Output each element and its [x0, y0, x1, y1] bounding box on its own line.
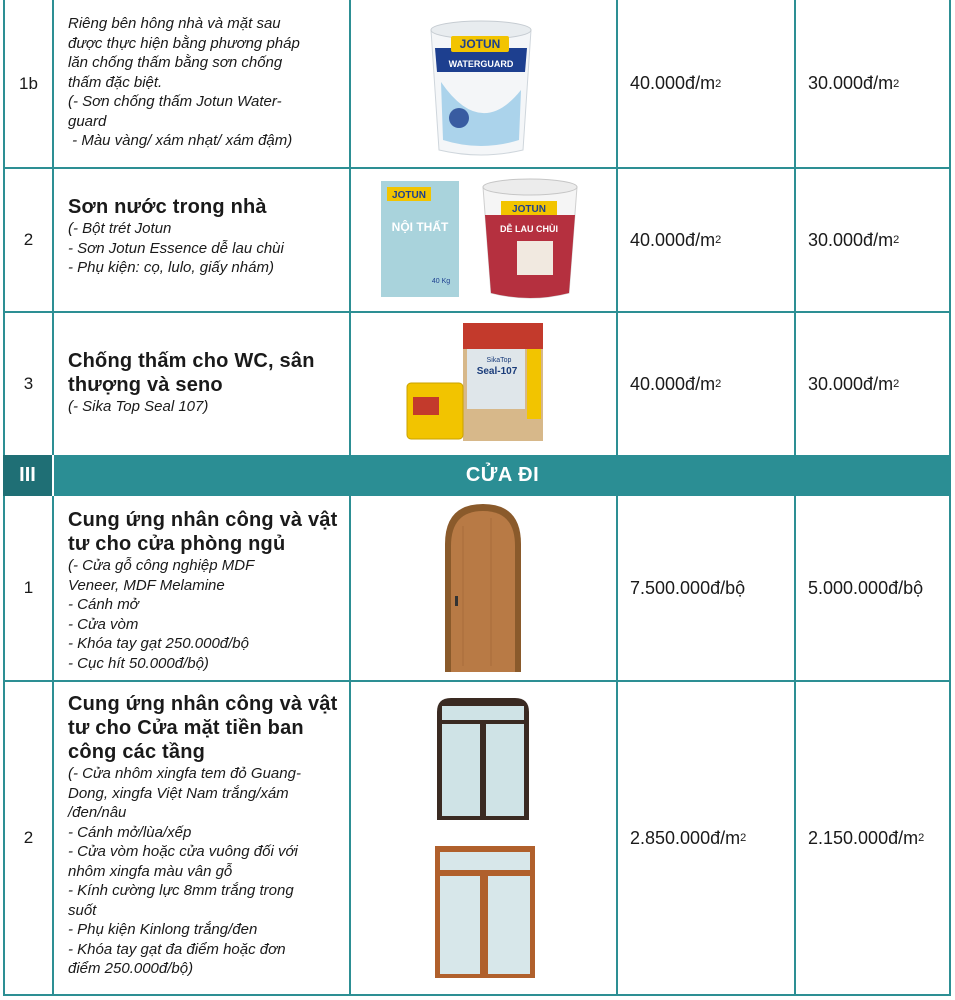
price-labor: 30.000đ/m 2: [796, 0, 951, 167]
product-image-waterguard: [351, 0, 618, 167]
section-number: III: [3, 455, 54, 496]
table-row: [3, 496, 951, 682]
bag-brand: JOTUN: [392, 190, 426, 201]
section-title: CỬA ĐI: [465, 464, 540, 486]
row-description: Sơn nước trong nhà (- Bột trét Jotun - Sơn Jotun Essence dễ lau chùi - Phụ kiện: cọ, lulo, giấy nhám): [54, 169, 351, 311]
aluminum-doors-image: [351, 682, 618, 996]
price-labor-materials: 2.850.000đ/m 2: [618, 682, 796, 994]
table-row: [3, 169, 951, 313]
paint-products-image: [351, 169, 618, 313]
paint-bucket-image: [351, 0, 618, 169]
bag-weight: 40 Kg: [431, 278, 451, 285]
brand-label: JOTUN: [459, 37, 501, 51]
product-image-interior-paint: [351, 169, 618, 311]
product-image-aluminum-doors: [351, 682, 618, 994]
price-labor-materials: 7.500.000đ/bộ: [618, 496, 796, 680]
bucket-brand: JOTUN: [512, 204, 546, 215]
price-labor: 30.000đ/m 2: [796, 313, 951, 455]
bucket-label: DỄ LAU CHÙI: [500, 224, 558, 234]
product-image-arched-door: [351, 496, 618, 680]
price-labor-materials: 40.000đ/m 2: [618, 0, 796, 167]
row-description: Riêng bên hông nhà và mặt sau được thực hiện bằng phương pháp lăn chống thấm bằng sơn chống thấm đặc biệt. (- Sơn chống thấm Jotun Water- guard - Màu vàng/ xám nhạt/ xám đậm): [54, 0, 351, 167]
sika-brand: SikaTop: [486, 357, 512, 364]
arched-door-image: [351, 496, 618, 682]
price-labor: 30.000đ/m 2: [796, 169, 951, 311]
sika-products-image: [351, 313, 618, 455]
row-description: Chống thấm cho WC, sân thượng và seno (- Sika Top Seal 107): [54, 313, 351, 455]
table-row: [3, 0, 951, 169]
price-labor: 2.150.000đ/m 2: [796, 682, 951, 994]
row-number: 2: [3, 169, 54, 311]
bag-label: NỘI THẤT: [391, 220, 449, 234]
product-image-sika-seal: [351, 313, 618, 455]
price-labor-materials: 40.000đ/m 2: [618, 169, 796, 311]
row-number: 1: [3, 496, 54, 680]
table-row: [3, 682, 951, 996]
section-header: [3, 455, 951, 496]
row-number: 2: [3, 682, 54, 994]
price-labor: 5.000.000đ/bộ: [796, 496, 951, 680]
product-label: WATERGUARD: [448, 59, 514, 69]
price-labor-materials: 40.000đ/m 2: [618, 313, 796, 455]
sika-label: Seal-107: [476, 366, 518, 377]
row-number: 1b: [3, 0, 54, 167]
table-row: [3, 313, 951, 455]
row-description: Cung ứng nhân công và vật tư cho Cửa mặt tiền ban công các tầng (- Cửa nhôm xingfa tem đỏ Guang- Dong, xingfa Việt Nam trắng/xám /đen/nâu - Cánh mở/lùa/xếp - Cửa vòm hoặc cửa vuông đối với nhôm xingfa màu vân gỗ - Kính cường lực 8mm trắng trong suốt - Phụ kiện Kinlong trắng/đen - Khóa tay gạt đa điểm hoặc đơn điểm 250.000đ/bộ): [54, 682, 351, 994]
row-description: Cung ứng nhân công và vật tư cho cửa phòng ngủ (- Cửa gỗ công nghiệp MDF Veneer, MDF Melamine - Cánh mở - Cửa vòm - Khóa tay gạt 250.000đ/bộ - Cục hít 50.000đ/bộ): [54, 496, 351, 680]
row-number: 3: [3, 313, 54, 455]
